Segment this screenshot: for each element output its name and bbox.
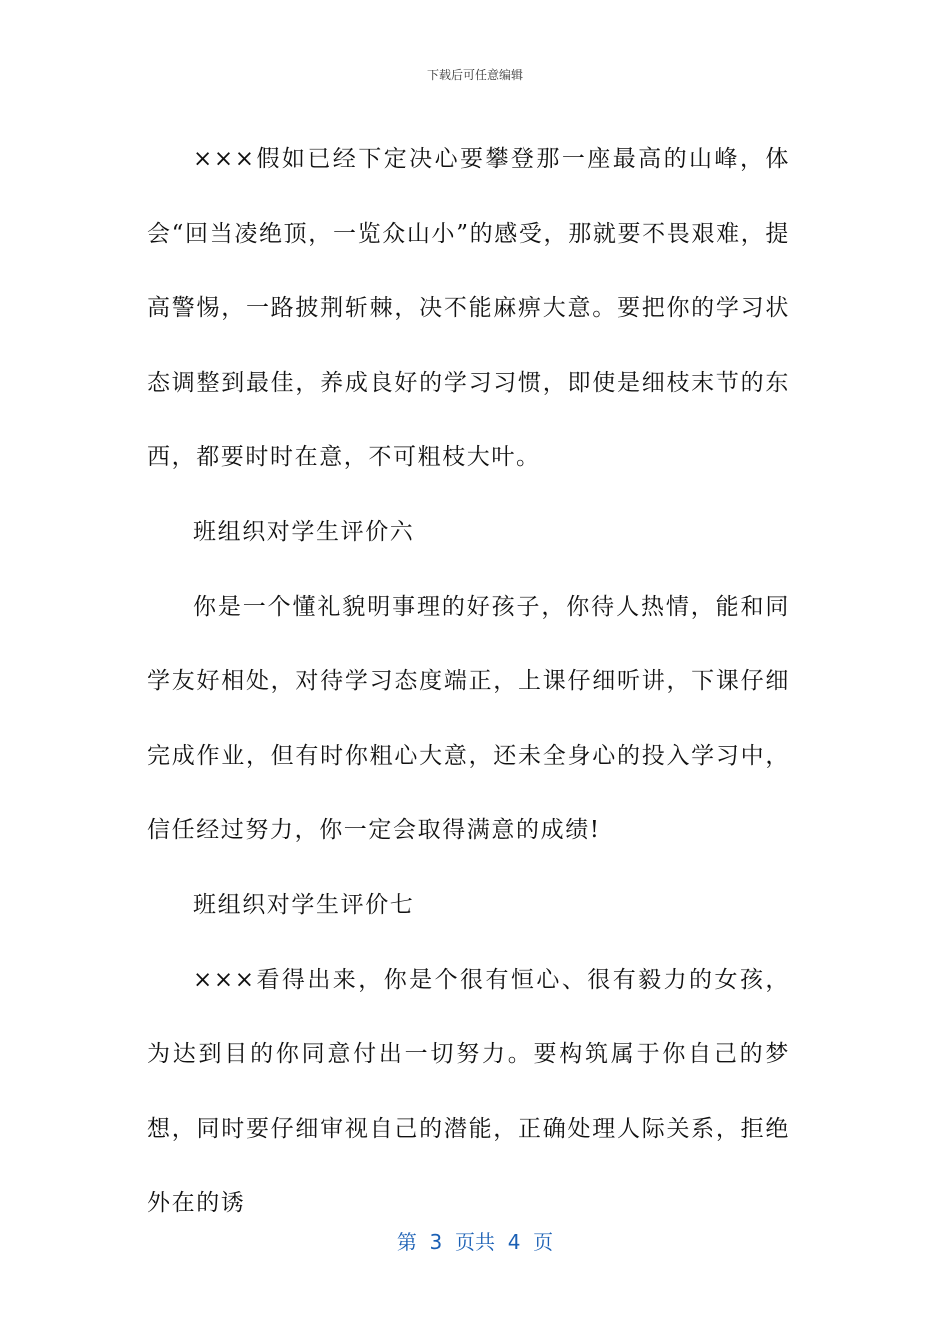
- header-note: 下载后可任意编辑: [426, 68, 523, 82]
- section-heading-seven: 班组织对学生评价七: [193, 891, 415, 918]
- section-heading-six: 班组织对学生评价六: [193, 518, 415, 545]
- paragraph-evaluation-seven: ×××看得出来，你是个很有恒心、很有毅力的女孩，为达到目的你同意付出一切努力。要构筑属于你自己的梦想，同时要仔细审视自己的潜能，正确处理人际关系，拒绝外在的诱: [147, 966, 790, 1217]
- paragraph-intro: ×××假如已经下定决心要攀登那一座最高的山峰，体会“回当凌绝顶，一览众山小”的感受，那就要不畏艰难，提高警惕，一路披荆斩棘，决不能麻痹大意。要把你的学习状态调整到最佳，养成良好的学习习惯，即使是细枝末节的东西，都要时时在意，不可粗枝大叶。: [147, 146, 790, 471]
- page-number: 第 3 页共 4 页: [396, 1230, 554, 1254]
- paragraph-evaluation-six: 你是一个懂礼貌明事理的好孩子，你待人热情，能和同学友好相处，对待学习态度端正，上课仔细听讲，下课仔细完成作业，但有时你粗心大意，还未全身心的投入学习中，信任经过努力，你一定会取得满意的成绩!: [147, 593, 790, 844]
- document-body: [147, 122, 790, 1241]
